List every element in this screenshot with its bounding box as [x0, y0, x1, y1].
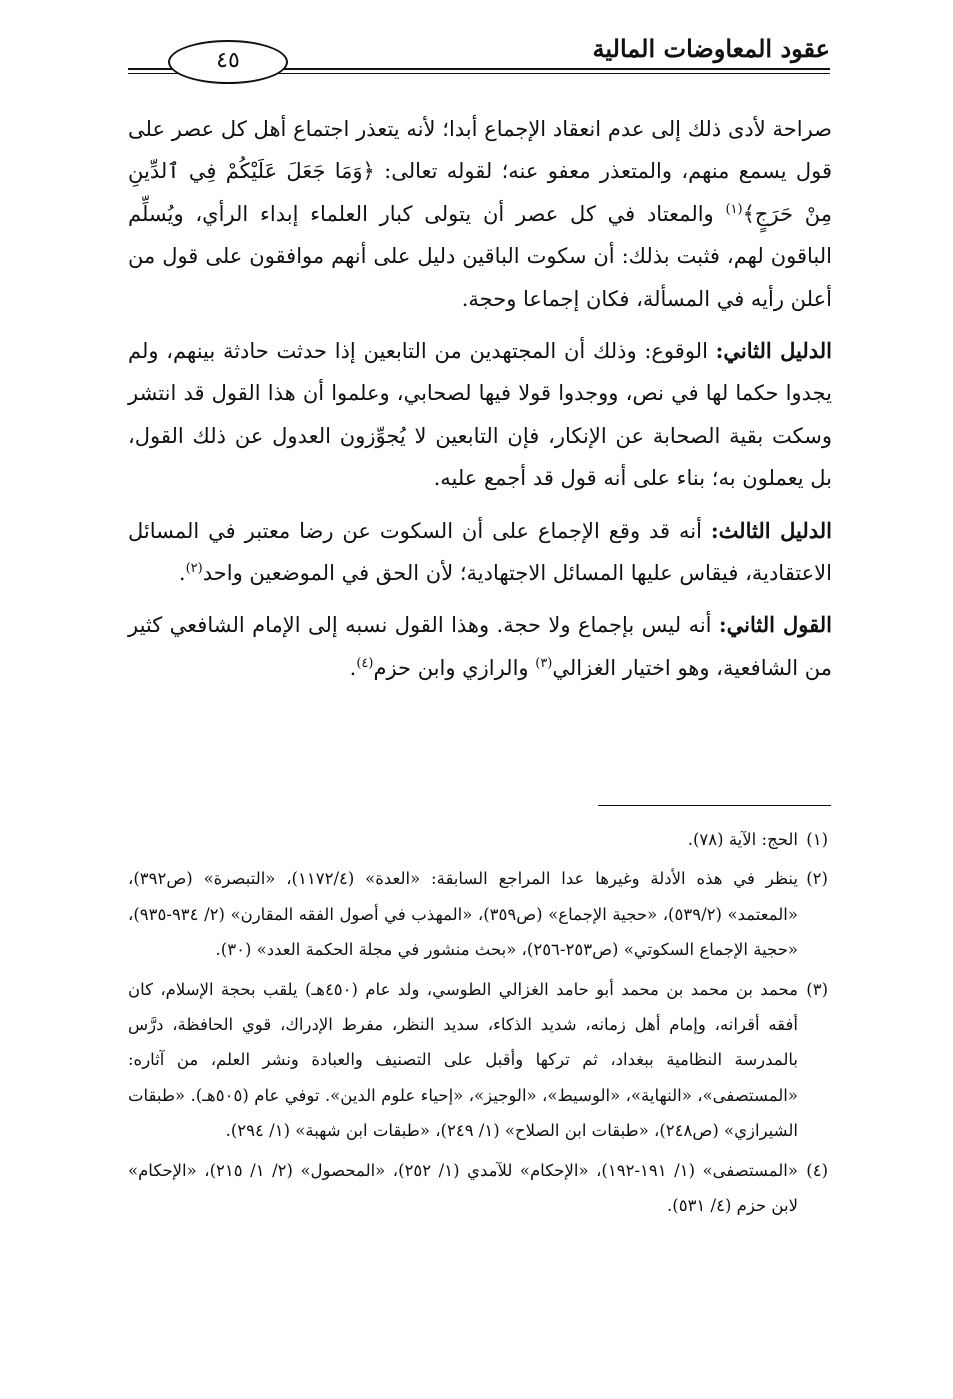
- footnote-ref: (٤): [356, 655, 374, 671]
- footnote-number: (٣): [806, 979, 828, 999]
- paragraph-3-end: .: [178, 561, 186, 586]
- running-title: عقود المعاوضات المالية: [592, 34, 830, 63]
- evidence-heading: الدليل الثاني:: [715, 338, 832, 364]
- paragraph-1-text: صراحة لأدى ذلك إلى عدم انعقاد الإجماع أبدا؛ لأنه يتعذر اجتماع أهل كل عصر على قول يسمع منهم، والمتعذر معفو عنه؛ لقوله تعالى: ﴿وَمَا جَعَلَ عَلَيْكُمْ فِي ٱلدِّينِ مِنْ حَرَجٍ﴾: [128, 117, 833, 226]
- footnote-separator: [598, 805, 831, 806]
- footnote-ref: (٢): [185, 561, 203, 577]
- footnote-text: «المستصفى» (١/ ١٩١-١٩٢)، «الإحكام» للآمدي (١/ ٢٥٢)، «المحصول» (٢/ ١/ ٢١٥)، «الإحكام» لابن حزم (٤/ ٥٣١).: [128, 1160, 798, 1216]
- paragraph-2-text: الوقوع: وذلك أن المجتهدين من التابعين إذا حدثت حادثة بينهم، ولم يجدوا حكما لها في نص، ووجدوا قولا فيها لصحابي، وعلموا أن هذا القول قد انتشر وسكت بقية الصحابة عن الإنكار، فإن التابعين لا يُجوِّزون العدول عن ذلك القول، بل يعملون به؛ بناء على أنه قول قد أجمع عليه.: [128, 339, 832, 491]
- footnote-number: (٤): [806, 1160, 828, 1180]
- footnotes: [128, 822, 828, 1227]
- footnote: [128, 822, 828, 857]
- footnote: [128, 1153, 828, 1224]
- paragraph-2: [128, 330, 832, 500]
- paragraph-4: [128, 604, 832, 689]
- footnote: [128, 861, 828, 967]
- opinion-heading: القول الثاني:: [718, 612, 832, 638]
- footnote-number: (٢): [806, 869, 828, 889]
- paragraph-3-text: أنه قد وقع الإجماع على أن السكوت عن رضا معتبر في المسائل الاعتقادية، فيقاس عليها المسائل الاجتهادية؛ لأن الحق في الموضعين واحد: [128, 518, 832, 586]
- footnote-text: ينظر في هذه الأدلة وغيرها عدا المراجع السابقة: «العدة» (١١٧٢/٤)، «التبصرة» (ص٣٩٢)، «المعتمد» (٥٣٩/٢)، «حجية الإجماع» (ص٣٥٩)، «المهذب في أصول الفقه المقارن» (٢/ ٩٣٤-٩٣٥)، «حجية الإجماع السكوتي» (ص٢٥٣-٢٥٦)، «بحث منشور في مجلة الحكمة العدد» (٣٠).: [128, 869, 798, 960]
- footnote-ref: (٣): [535, 655, 553, 671]
- page-number: ٤٥: [168, 40, 288, 84]
- evidence-heading: الدليل الثالث:: [710, 517, 832, 543]
- main-text: [128, 108, 832, 699]
- footnote-text: الحج: الآية (٧٨).: [687, 830, 798, 849]
- paragraph-1-continuation: والمعتاد في كل عصر أن يتولى كبار العلماء إبداء الرأي، ويُسلِّم الباقون لهم، فثبت بذلك: أن سكوت الباقين دليل على أنهم موافقون على قول من أعلن رأيه في المسألة، فكان إجماعا وحجة.: [128, 201, 832, 311]
- paragraph-3: [128, 510, 832, 595]
- paragraph-4-text: أنه ليس بإجماع ولا حجة. وهذا القول نسبه إلى الإمام الشافعي كثير من الشافعية، وهو اختيار الغزالي: [128, 613, 832, 680]
- page-header: [128, 30, 830, 86]
- footnote: [128, 972, 828, 1149]
- footnote-number: (١): [806, 830, 828, 849]
- paragraph-1: [128, 108, 832, 320]
- paragraph-4-end: .: [349, 655, 357, 680]
- footnote-ref: (١): [725, 201, 743, 217]
- footnote-text: محمد بن محمد بن محمد أبو حامد الغزالي الطوسي، ولد عام (٤٥٠هـ) يلقب بحجة الإسلام، كان أفقه أقرانه، وإمام أهل زمانه، شديد الذكاء، سديد النظر، مفرط الإدراك، قوي الحافظة، درَّس بالمدرسة النظامية ببغداد، ثم تركها وأقبل على التصنيف والعبادة ونشر العلم، من آثاره: «المستصفى»، «النهاية»، «الوسيط»، «الوجيز»، «إحياء علوم الدين». توفي عام (٥٠٥هـ). «طبقات الشيرازي» (ص٢٤٨)، «طبقات ابن الصلاح» (١/ ٢٤٩)، «طبقات ابن شهبة» (١/ ٢٩٤).: [128, 979, 798, 1141]
- paragraph-4-middle: والرازي وابن حزم: [373, 655, 536, 680]
